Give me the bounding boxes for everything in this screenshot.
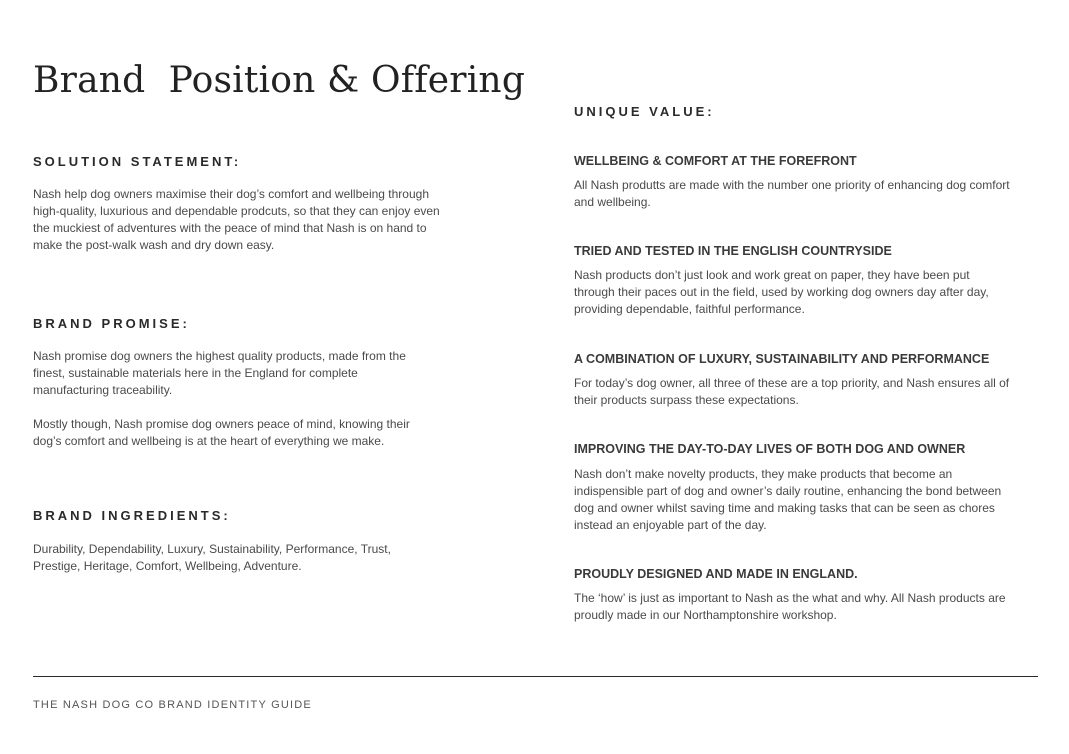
solution-statement-heading: SOLUTION STATEMENT: — [33, 154, 242, 169]
value-title: A COMBINATION OF LUXURY, SUSTAINABILITY AND PERFORMANCE — [574, 352, 990, 366]
brand-promise-text-1: Nash promise dog owners the highest quality products, made from the finest, sustainable materials here in the England for complete manufacturing traceability. — [33, 349, 406, 397]
value-text: For today’s dog owner, all three of these are a top priority, and Nash ensures all of their products surpass these expectations. — [574, 376, 1010, 407]
footer-divider — [33, 676, 1038, 677]
value-text: Nash products don’t just look and work great on paper, they have been put through their paces out in the field, used by working dog owners day after day, providing dependable, faithful performance. — [574, 268, 989, 316]
unique-value-heading: UNIQUE VALUE: — [574, 104, 715, 119]
value-title: PROUDLY DESIGNED AND MADE IN ENGLAND. — [574, 567, 858, 581]
brand-ingredients-heading: BRAND INGREDIENTS: — [33, 508, 231, 523]
value-title: IMPROVING THE DAY-TO-DAY LIVES OF BOTH DOG AND OWNER — [574, 442, 966, 456]
solution-statement-text: Nash help dog owners maximise their dog’s comfort and wellbeing through high-quality, luxurious and dependable prodcuts, so that they can enjoy even the muckiest of adventures with the peace of mind that Nash is on hand to make the post-walk wash and dry down easy. — [33, 187, 440, 252]
page-title: Brand Position & Offering — [33, 60, 526, 101]
footer-text: THE NASH DOG CO BRAND IDENTITY GUIDE — [33, 699, 312, 711]
value-text: The ‘how’ is just as important to Nash as the what and why. All Nash products are proudly made in our Northamptonshire workshop. — [574, 591, 1006, 622]
value-title: TRIED AND TESTED IN THE ENGLISH COUNTRYSIDE — [574, 244, 892, 258]
brand-ingredients-text: Durability, Dependability, Luxury, Sustainability, Performance, Trust, Prestige, Heritage, Comfort, Wellbeing, Adventure. — [33, 542, 391, 573]
value-text: Nash don’t make novelty products, they make products that become an indispensible part of dog and owner’s daily routine, enhancing the bond between dog and owner whilst saving time and making tasks that can be seen as chores instead an enjoyable part of the day. — [574, 467, 1002, 532]
brand-promise-heading: BRAND PROMISE: — [33, 316, 190, 331]
value-text: All Nash produtts are made with the number one priority of enhancing dog comfort and wellbeing. — [574, 178, 1010, 209]
value-title: WELLBEING & COMFORT AT THE FOREFRONT — [574, 154, 857, 168]
brand-promise-text-2: Mostly though, Nash promise dog owners peace of mind, knowing their dog’s comfort and wellbeing is at the heart of everything we make. — [33, 417, 410, 448]
